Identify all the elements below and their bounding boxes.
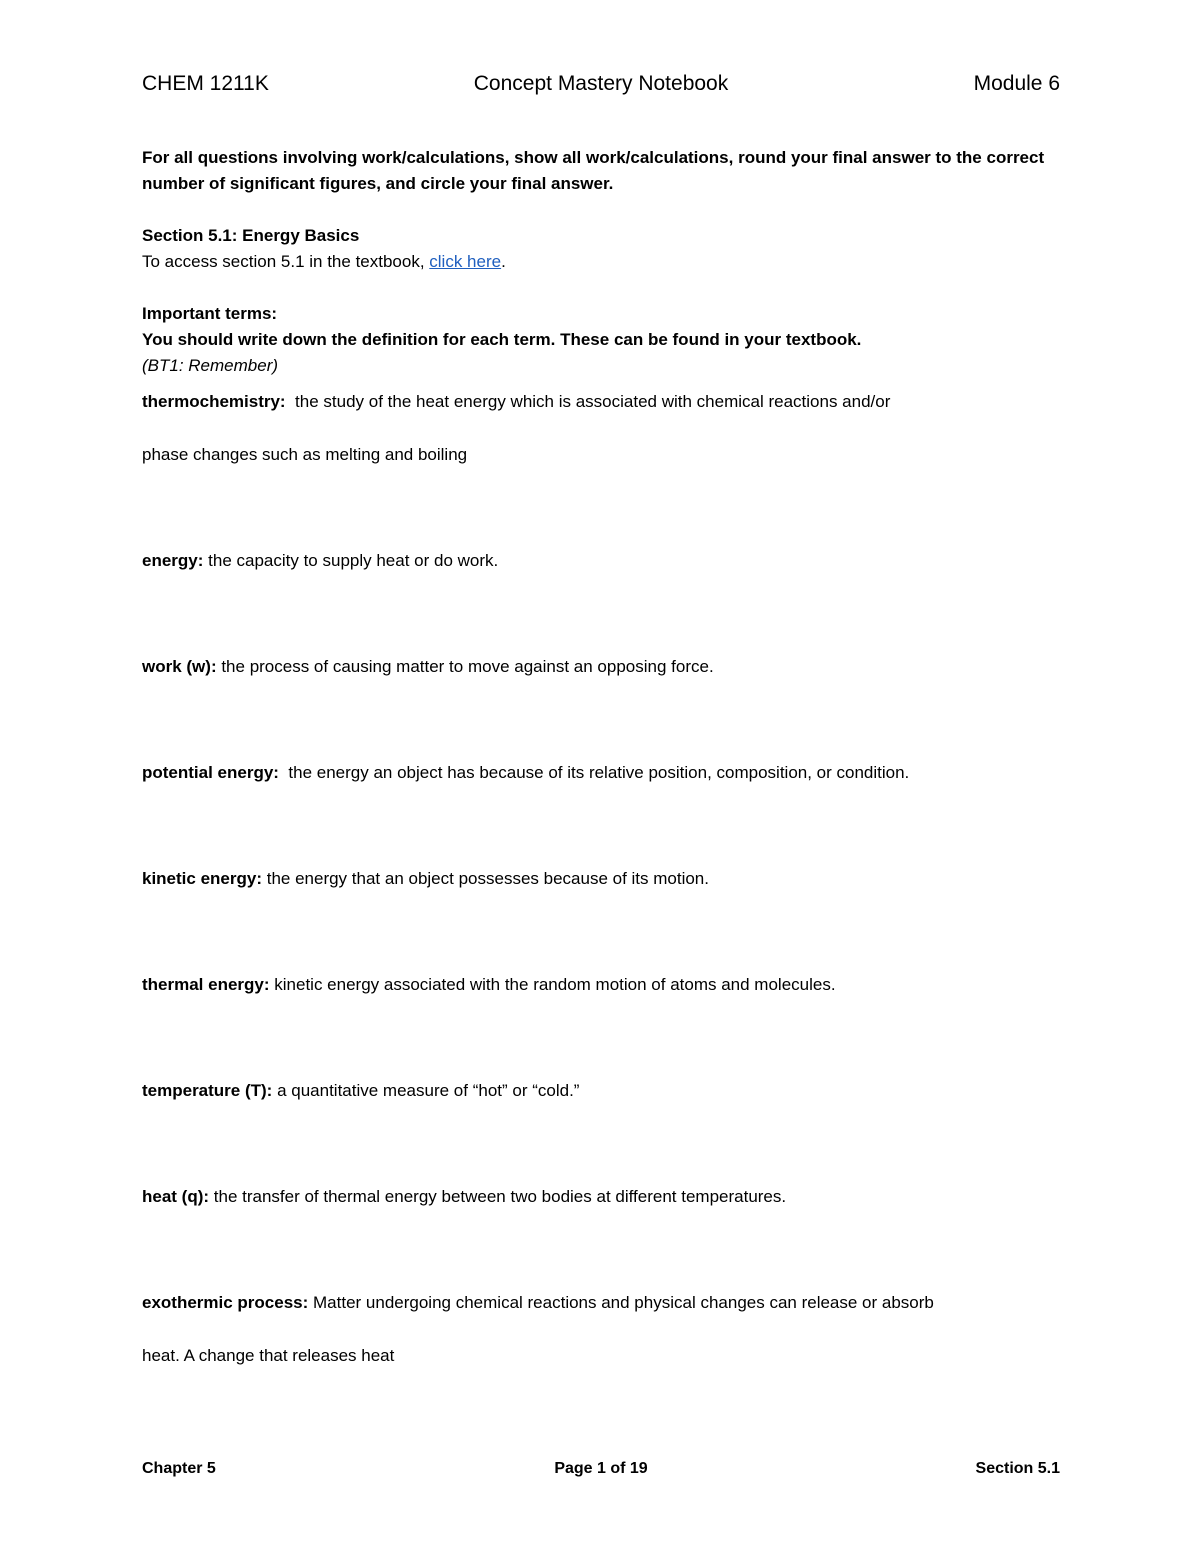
term-entry <box>142 1078 1060 1104</box>
term-label: work (w): <box>142 657 217 676</box>
term-label: thermochemistry: <box>142 392 286 411</box>
footer-chapter: Chapter 5 <box>142 1460 216 1477</box>
section-heading: Section 5.1: Energy Basics <box>142 226 360 245</box>
page-footer <box>142 1460 1060 1486</box>
terms-list <box>142 389 1060 1369</box>
footer-section: Section 5.1 <box>975 1460 1060 1477</box>
page-body <box>142 145 1060 1369</box>
textbook-link[interactable]: click here <box>429 252 502 271</box>
term-entry <box>142 760 1060 786</box>
terms-heading: Important terms: <box>142 304 278 323</box>
term-definition: the study of the heat energy which is associated with chemical reactions and/or <box>285 392 891 411</box>
footer-page-number: Page 1 of 19 <box>554 1460 648 1477</box>
term-entry <box>142 972 1060 998</box>
term-definition: kinetic energy associated with the random motion of atoms and molecules. <box>269 975 836 994</box>
term-definition: the capacity to supply heat or do work. <box>203 551 499 570</box>
term-entry <box>142 1184 1060 1210</box>
header-module: Module 6 <box>973 72 1060 95</box>
bloom-level: (BT1: Remember) <box>142 356 279 375</box>
term-definition: the energy that an object possesses because of its motion. <box>262 869 709 888</box>
term-entry <box>142 654 1060 680</box>
term-definition: the process of causing matter to move against an opposing force. <box>216 657 714 676</box>
term-label: kinetic energy: <box>142 869 262 888</box>
header-course: CHEM 1211K <box>142 72 269 95</box>
term-label: potential energy: <box>142 763 279 782</box>
term-definition: the transfer of thermal energy between two bodies at different temperatures. <box>209 1187 787 1206</box>
section-access <box>142 249 1060 275</box>
term-label: temperature (T): <box>142 1081 273 1100</box>
term-label: thermal energy: <box>142 975 270 994</box>
term-label: heat (q): <box>142 1187 210 1206</box>
term-label: exothermic process: <box>142 1293 309 1312</box>
access-suffix: . <box>501 252 506 271</box>
terms-instruction: You should write down the definition for each term. These can be found in your textbook. <box>142 330 862 349</box>
header-title: Concept Mastery Notebook <box>473 72 729 95</box>
term-definition: the energy an object has because of its relative position, composition, or condition. <box>278 763 910 782</box>
page-header <box>142 72 1060 102</box>
access-prefix: To access section 5.1 in the textbook, <box>142 252 430 271</box>
term-label: energy: <box>142 551 204 570</box>
term-entry <box>142 548 1060 574</box>
term-definition: Matter undergoing chemical reactions and physical changes can release or absorb <box>308 1293 934 1312</box>
term-definition-continued: phase changes such as melting and boiling <box>142 445 468 464</box>
term-entry <box>142 866 1060 892</box>
instructions: For all questions involving work/calculations, show all work/calculations, round your final answer to the correct number of significant figures, and circle your final answer. <box>142 148 1045 193</box>
term-definition: a quantitative measure of “hot” or “cold.” <box>272 1081 580 1100</box>
term-definition-continued: heat. A change that releases heat <box>142 1346 395 1365</box>
term-entry <box>142 389 1060 415</box>
term-entry <box>142 1290 1060 1316</box>
